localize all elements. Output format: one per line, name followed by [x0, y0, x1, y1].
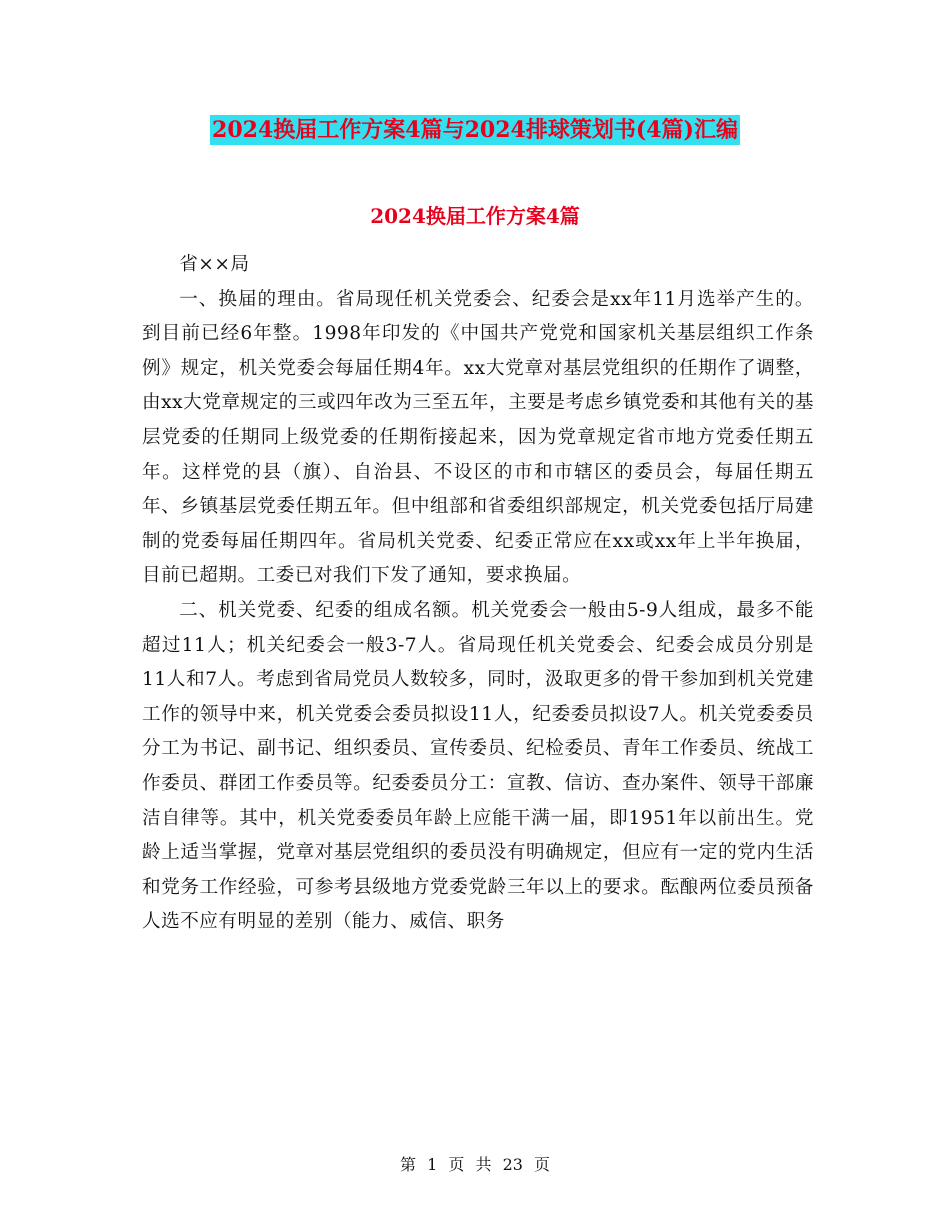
paragraph-composition: 二、机关党委、纪委的组成名额。机关党委会一般由5-9人组成，最多不能超过11人；机关纪委会一般3-7人。省局现任机关党委会、纪委会成员分别是11人和7人。考虑到省局党员人数较多，同时，汲取更多的骨干参加到机关党建工作的领导中来，机关党委会委员拟设11人，纪委委员拟设7人。机关党委委员分工为书记、副书记、组织委员、宣传委员、纪检委员、青年工作委员、统战工作委员、群团工作委员等。纪委委员分工：宣教、信访、查办案件、领导干部廉洁自律等。其中，机关党委委员年龄上应能干满一届，即1951年以前出生。党龄上适当掌握，党章对基层党组织的委员没有明确规定，但应有一定的党内生活和党务工作经验，可参考县级地方党委党龄三年以上的要求。酝酿两位委员预备人选不应有明显的差别（能力、威信、职务 — [142, 599, 814, 933]
document-body — [142, 248, 814, 940]
footer-total-pages: 23 — [502, 1155, 523, 1174]
footer-page-unit: 页 — [448, 1155, 465, 1174]
document-title-text: 2024换届工作方案4篇与2024排球策划书(4篇)汇编 — [212, 117, 738, 143]
footer-total-label: 共 — [475, 1155, 492, 1174]
page-footer — [0, 1153, 950, 1177]
footer-page-number: 1 — [427, 1155, 438, 1174]
footer-page-label: 第 — [399, 1155, 416, 1174]
section-title: 2024换届工作方案4篇 — [370, 204, 580, 228]
paragraph-addressee: 省××局 — [179, 254, 250, 275]
paragraph-reason: 一、换届的理由。省局现任机关党委会、纪委会是xx年11月选举产生的。到目前已经6年整。1998年印发的《中国共产党党和国家机关基层组织工作条例》规定，机关党委会每届任期4年。xx大党章对基层党组织的任期作了调整，由xx大党章规定的三或四年改为三至五年，主要是考虑乡镇党委和其他有关的基层党委的任期同上级党委的任期衔接起来，因为党章规定省市地方党委任期五年。这样党的县（旗）、自治县、不设区的市和市辖区的委员会，每届任期五年、乡镇基层党委任期五年。但中组部和省委组织部规定，机关党委包括厅局建制的党委每届任期四年。省局机关党委、纪委正常应在xx或xx年上半年换届，目前已超期。工委已对我们下发了通知，要求换届。 — [142, 288, 814, 587]
footer-total-unit: 页 — [534, 1155, 551, 1174]
document-title — [0, 112, 950, 148]
